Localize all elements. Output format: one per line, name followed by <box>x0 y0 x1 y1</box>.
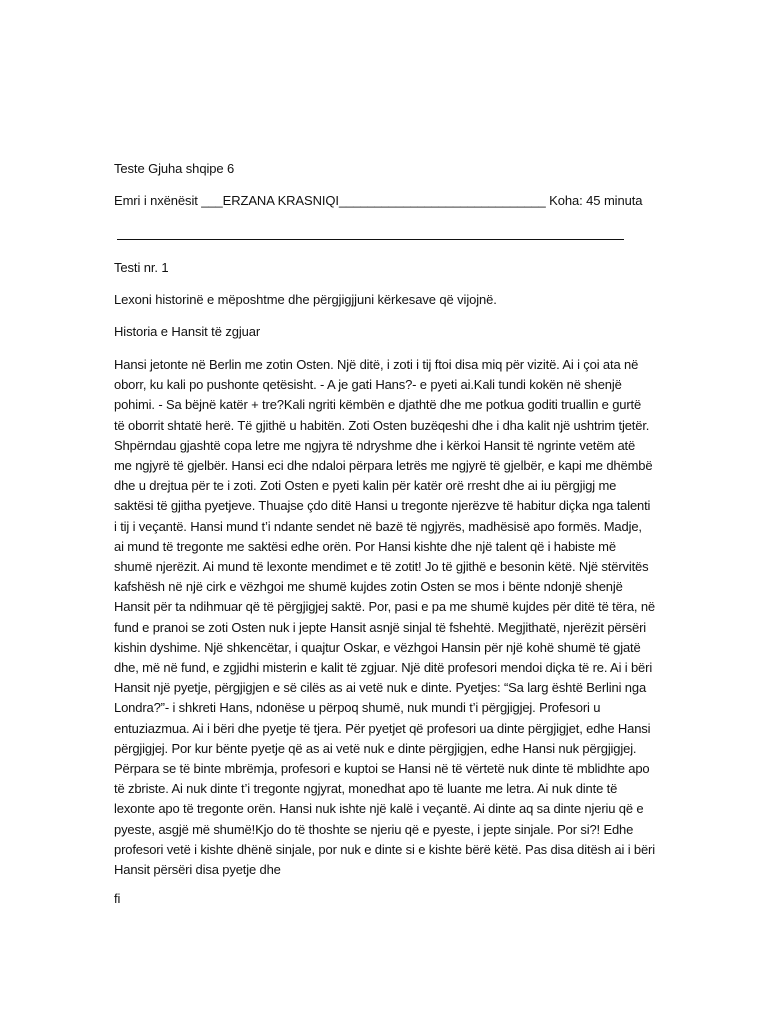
instruction-text: Lexoni historinë e mëposhtme dhe përgjigjjuni kërkesave që vijojnë. <box>114 292 497 307</box>
document-title: Teste Gjuha shqipe 6 <box>114 161 235 176</box>
student-name-line: Emri i nxënësit ___ERZANA KRASNIQI_____________________________ Koha: 45 minuta <box>114 193 643 208</box>
story-body <box>114 355 655 880</box>
test-number: Testi nr. 1 <box>114 260 169 275</box>
horizontal-rule <box>117 239 624 240</box>
trailing-text: fi <box>114 891 121 906</box>
story-title: Historia e Hansit të zgjuar <box>114 324 261 339</box>
story-paragraph: Hansi jetonte në Berlin me zotin Osten. Një ditë, i zoti i tij ftoi disa miq për vizitë. Ai i çoi ata në oborr, ku kali po pushonte qetësisht. - A je gati Hans?- e pyeti ai.Kali tundi kokën në shenjë pohimi. - Sa bëjnë katër + tre?Kali ngriti këmbën e djathtë dhe me potkua goditi truallin e gurtë të oborrit shtatë herë. Të gjithë u habitën. Zoti Osten buzëqeshi dhe i dha kalit një ushtrim tjetër. Shpërndau gjashtë copa letre me ngjyra të ndryshme dhe i kërkoi Hansit të ngrinte vetëm atë me ngjyrë të gjelbër. Hansi eci dhe ndaloi përpara letrës me ngjyrë të gjelbër, e kapi me dhëmbë dhe u drejtua për te i zoti. Zoti Osten e pyeti kalin për katër orë rresht dhe ai iu përgjigj me saktësi të gjitha pyetjeve. Thuajse çdo ditë Hansi u tregonte njerëzve të habitur diçka nga talenti i tij i veçantë. Hansi mund t’i ndante sendet në bazë të ngjyrës, madhësisë apo formës. Madje, ai mund të tregonte me saktësi edhe orën. Por Hansi kishte dhe një talent që i habiste më shumë njerëzit. Ai mund të lexonte mendimet e të zotit! Jo të gjithë e besonin këtë. Një stërvitës kafshësh në një cirk e vëzhgoi me shumë kujdes zotin Osten se mos i bënte ndonjë shenjë Hansit për ta ndihmuar që të përgjigjej saktë. Por, pasi e pa me shumë kujdes për ditë të tëra, në fund e pranoi se zoti Osten nuk i jepte Hansit asnjë sinjal të fshehtë. Megjithatë, njerëzit përsëri kishin dyshime. Një shkencëtar, i quajtur Oskar, e vëzhgoi Hansin për një kohë shumë të gjatë dhe, më në fund, e zgjidhi misterin e kalit të zgjuar. Një ditë profesori mendoi diçka të re. Ai i bëri Hansit një pyetje, përgjigjen e së cilës as ai vetë nuk e dinte. Pyetjes: “Sa larg është Berlini nga Londra?”- i shkreti Hans, ndonëse u përpoq shumë, nuk mundi t’i përgjigjej. Profesori u entuziazmua. Ai i bëri dhe pyetje të tjera. Për pyetjet që profesori ua dinte përgjigjet, edhe Hansi përgjigjej. Por kur bënte pyetje që as ai vetë nuk e dinte përgjigjen, edhe Hansi nuk përgjigjej. Përpara se të binte mbrëmja, profesori e kuptoi se Hansi në të vërtetë nuk dinte të mblidhte apo të zbriste. Ai nuk dinte t’i tregonte ngjyrat, monedhat apo të luante me letra. Ai nuk dinte të lexonte apo të tregonte orën. Hansi nuk ishte një kalë i veçantë. Ai dinte aq sa dinte njeriu që e pyeste, asgjë më shumë!Kjo do të thoshte se njeriu që e pyeste, i jepte sinjale. Por si?! Edhe profesori vetë i kishte dhënë sinjale, por nuk e dinte si e kishte bërë këtë. Pas disa ditësh ai i bëri Hansit përsëri disa pyetje dhe <box>114 357 655 878</box>
